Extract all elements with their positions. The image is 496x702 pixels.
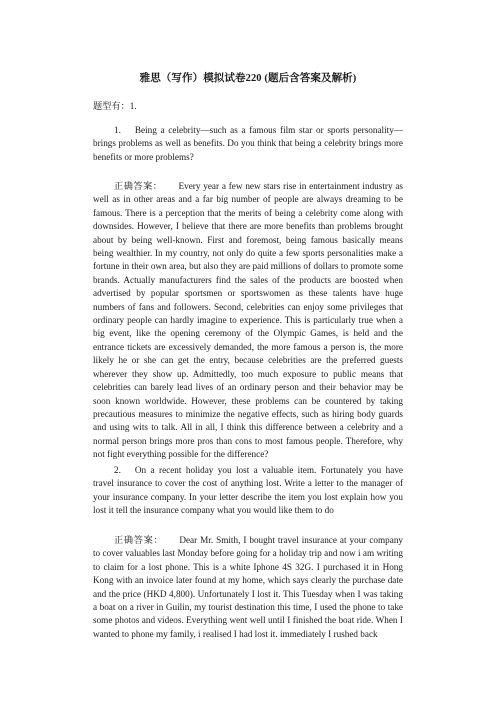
document-title: 雅思（写作）模拟试卷220 (题后含答案及解析) [139, 73, 357, 84]
question-1-number: 1. [114, 125, 121, 135]
question-1-answer [93, 180, 403, 462]
question-2-text: On a recent holiday you lost a valuable item. Fortunately you have travel insurance to cover the cost of anything lost. Write a letter to the manager of your insurance company. In your letter describe the item you lost explain how you lost it tell the insurance company what you would like them to do [93, 465, 403, 516]
question-2-number: 2. [114, 465, 121, 475]
question-1-prompt [93, 124, 403, 164]
question-2-answer [93, 534, 403, 641]
answer-2-label: 正确答案： [114, 535, 164, 545]
answer-1-text: Every year a few new stars rise in entertainment industry as well as in other areas and a far big number of people are always dreaming to be famous. There is a perception that the merits of being a celebrity come along with downsides. However, I believe that there are more benefits than problems brought about by being well-known. First and foremost, being famous basically means being wealthier. In my country, not only do quite a few sports personalities make a fortune in their own area, but also they are paid millions of dollars to promote some brands. Actually manufacturers find the sales of the products are boosted when advertised by popular sportsmen or sportswomen as these talents have huge numbers of fans and followers. Second, celebrities can enjoy some privileges that ordinary people can hardly imagine to experience. This is particularly true when a big event, like the opening ceremony of the Olympic Games, is held and the entrance tickets are excessively demanded, the more famous a person is, the more likely he or she can get the entry, because celebrities are the preferred guests wherever they show up. Admittedly, too much exposure to public means that celebrities can barely lead lives of an ordinary person and their behavior may be soon known worldwide. However, these problems can be countered by taking precautious measures to minimize the negative effects, such as hiring body guards and using wits to talk. All in all, I think this difference between a celebrity and a normal person brings more pros than cons to most famous people. Therefore, why not fight everything possible for the difference? [93, 181, 404, 460]
question-types: 题型有：1. [93, 101, 137, 111]
question-1-text: Being a celebrity—such as a famous film star or sports personality—brings problems as well as benefits. Do you think that being a celebrity brings more benefits or more problems? [93, 125, 403, 162]
question-2-prompt [93, 464, 403, 518]
answer-2-text: Dear Mr. Smith, I bought travel insurance at your company to cover valuables last Monday before going for a holiday trip and now i am writing to claim for a lost phone. This is a white Iphone 4S 32G. I purchased it in Hong Kong with an invoice later found at my home, which says clearly the purchase date and the price (HKD 4,800). Unfortunately I lost it. This Tuesday when I was taking a boat on a river in Guilin, my tourist destination this time, I used the phone to take some photos and videos. Everything went well until I finished the boat ride. When I wanted to phone my family, i realised I had lost it. immediately I rushed back [93, 535, 404, 639]
answer-1-label: 正确答案： [114, 181, 163, 191]
